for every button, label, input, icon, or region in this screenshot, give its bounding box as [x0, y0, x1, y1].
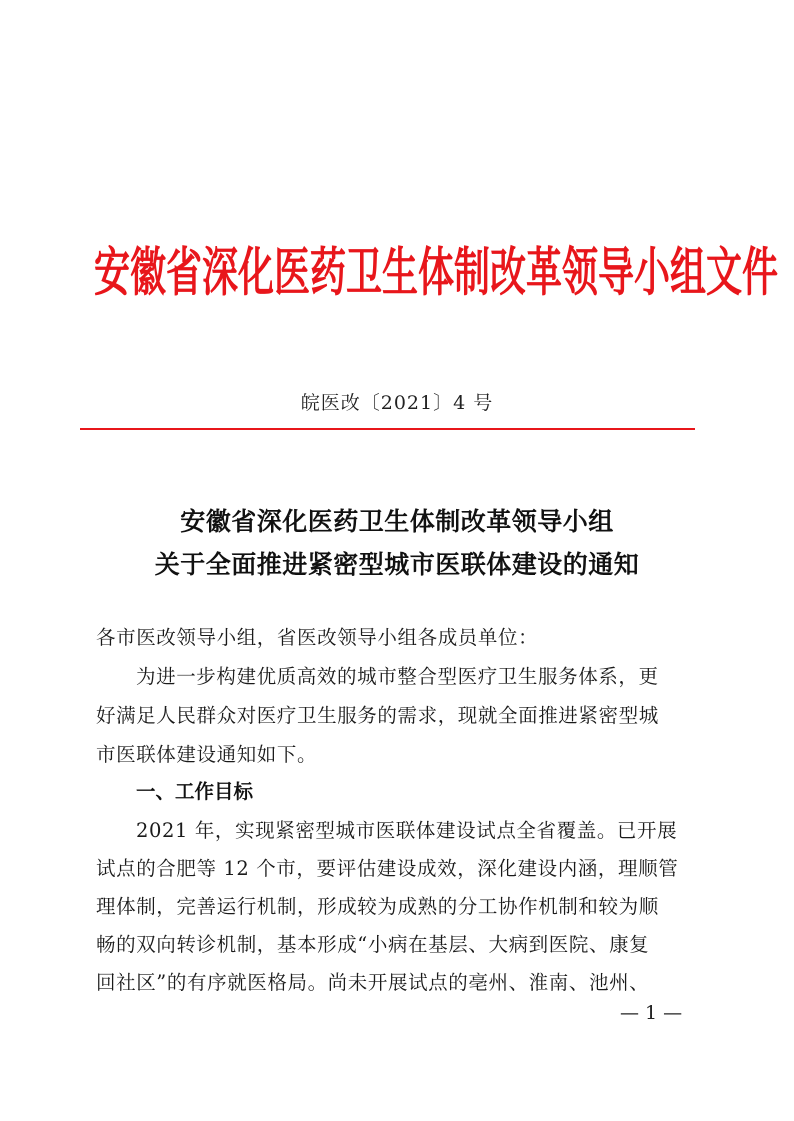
- paragraph-1-line-3: 市医联体建设通知如下。: [96, 743, 318, 766]
- paragraph-2-line-1: 2021 年，实现紧密型城市医联体建设试点全省覆盖。已开展: [136, 819, 678, 842]
- document-number: 皖医改〔2021〕4 号: [300, 392, 494, 414]
- paragraph-2-line-2: 试点的合肥等 12 个市，要评估建设成效，深化建设内涵，理顺管: [96, 857, 679, 880]
- paragraph-2-line-5: 回社区”的有序就医格局。尚未开展试点的亳州、淮南、池州、: [96, 971, 650, 994]
- red-divider-line: [80, 428, 695, 430]
- notice-title-line-2: 关于全面推进紧密型城市医联体建设的通知: [154, 550, 640, 579]
- paragraph-2-line-4: 畅的双向转诊机制，基本形成“小病在基层、大病到医院、康复: [96, 933, 650, 956]
- paragraph-1-line-1: 为进一步构建优质高效的城市整合型医疗卫生服务体系，更: [136, 665, 659, 688]
- salutation: 各市医改领导小组，省医改领导小组各成员单位：: [96, 626, 539, 649]
- notice-title-line-1: 安徽省深化医药卫生体制改革领导小组: [180, 507, 614, 536]
- paragraph-1-line-2: 好满足人民群众对医疗卫生服务的需求，现就全面推进紧密型城: [96, 704, 659, 727]
- document-header-title: 安徽省深化医药卫生体制改革领导小组文件: [94, 243, 779, 304]
- page-number: — 1 —: [620, 1002, 683, 1024]
- section-1-heading: 一、工作目标: [136, 780, 254, 803]
- paragraph-2-line-3: 理体制，完善运行机制，形成较为成熟的分工协作机制和较为顺: [96, 895, 659, 918]
